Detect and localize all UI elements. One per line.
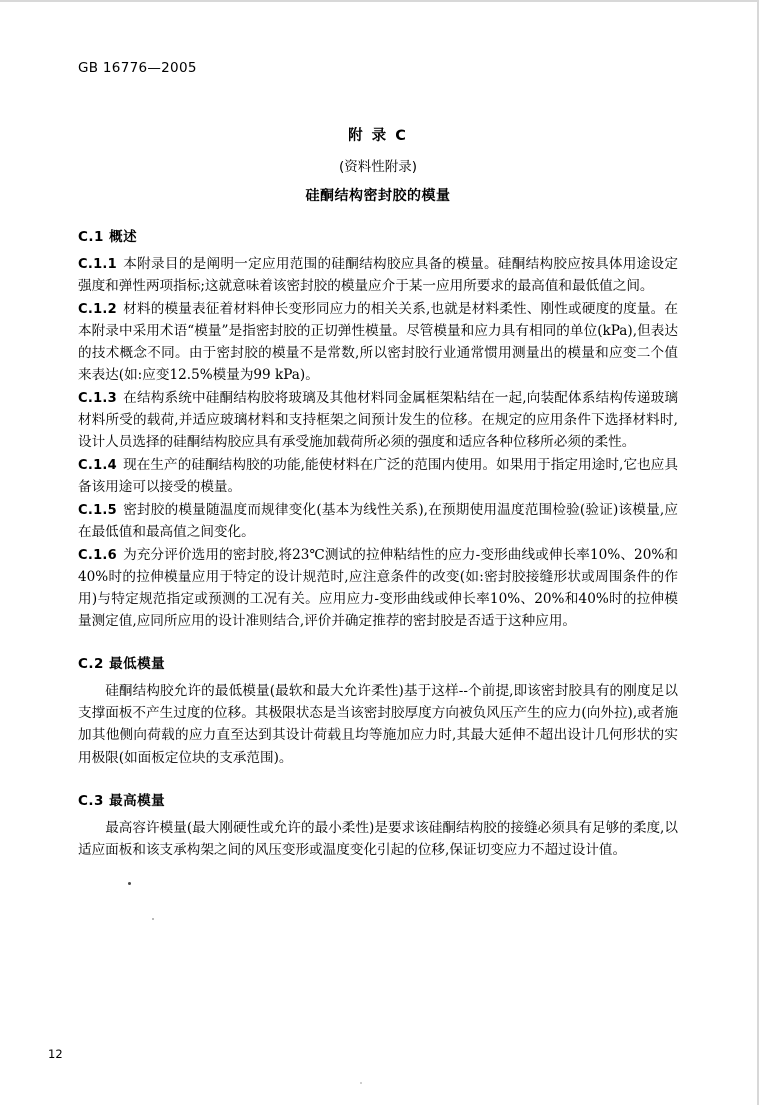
page-content — [78, 60, 678, 862]
page-number: 12 — [48, 1047, 63, 1061]
section-heading-c3: C.3 最高模量 — [78, 792, 166, 809]
paragraph-c1-2 — [78, 298, 678, 386]
paragraph-c2-1: 硅酮结构胶允许的最低模量(最软和最大允许柔性)基于这样--个前提,即该密封胶具有的刚度足以支撑面板不产生过度的位移。其极限状态是当该密封胶厚度方向被负风压产生的应力(向外拉),或者施加其他侧向荷载的应力直至达到其设计荷载且均等施加应力时,其最大延伸不超出设计几何形状的实用极限(如面板定位块的支承范围)。 — [78, 683, 678, 766]
paragraph-text: 密封胶的模量随温度而规律变化(基本为线性关系),在预期使用温度范围检验(验证)该模量,应在最低值和最高值之间变化。 — [78, 502, 678, 541]
paragraph-number: C.1.4 — [78, 458, 118, 474]
page-artifact-speck — [152, 918, 154, 920]
paragraph-number: C.1.3 — [78, 391, 118, 407]
paragraph-c1-1 — [78, 253, 678, 297]
paragraph-text: 本附录目的是阐明一定应用范围的硅酮结构胶应具备的模量。硅酮结构胶应按具体用途设定强度和弹性两项指标;这就意味着该密封胶的模量应介于某一应用所要求的最高值和最低值之间。 — [78, 256, 678, 295]
annex-name: 硅酮结构密封胶的模量 — [305, 188, 451, 204]
paragraph-c1-5 — [78, 499, 678, 543]
paragraph-number: C.1.1 — [78, 257, 118, 272]
page-edge-top — [0, 0, 759, 2]
page-artifact-speck — [360, 1082, 362, 1084]
paragraph-number: C.1.5 — [78, 503, 118, 519]
paragraph-c3-1: 最高容许模量(最大刚硬性或允许的最小柔性)是要求该硅酮结构胶的接缝必须具有足够的柔度,以适应面板和该支承构架之间的风压变形或温度变化引起的位移,保证切变应力不超过设计值。 — [78, 819, 678, 858]
annex-title: 附 录 C — [348, 128, 408, 144]
paragraph-number: C.1.6 — [78, 548, 118, 564]
standard-code: GB 16776—2005 — [78, 60, 197, 76]
section-heading-c2: C.2 最低模量 — [78, 656, 166, 673]
paragraph-text: 为充分评价选用的密封胶,将23℃测试的拉伸粘结性的应力-变形曲线或伸长率10%、20%和40%时的拉伸模量应用于特定的设计规范时,应注意条件的改变(如:密封胶接缝形状或周围条件的作用)与特定规范指定或预测的工况有关。应用应力-变形曲线或伸长率10%、20%和40%时的拉伸模量测定值,应同所应用的设计准则结合,评价并确定推荐的密封胶是否适于这种应用。 — [78, 547, 678, 630]
paragraph-c1-3 — [78, 387, 678, 453]
paragraph-text: 材料的模量表征着材料伸长变形同应力的相关关系,也就是材料柔性、刚性或硬度的度量。在本附录中采用术语“模量”是指密封胶的正切弹性模量。尽管模量和应力具有相同的单位(kPa),但表达的技术概念不同。由于密封胶的模量不是常数,所以密封胶行业通常惯用测量出的模量和应变二个值来表达(如:应变12.5%模量为99 kPa)。 — [78, 301, 678, 384]
section-heading-c1: C.1 概述 — [78, 229, 138, 245]
paragraph-text: 在结构系统中硅酮结构胶将玻璃及其他材料同金属框架粘结在一起,向装配体系结构传递玻璃材料所受的载荷,并适应玻璃材料和支持框架之间预计发生的位移。在规定的应用条件下选择材料时,设计人员选择的硅酮结构胶应具有承受施加载荷所必须的强度和适应各种位移所必须的柔性。 — [78, 390, 678, 451]
annex-subtitle: (资料性附录) — [338, 159, 418, 175]
paragraph-c1-6 — [78, 544, 678, 632]
page-artifact-speck — [128, 882, 131, 885]
paragraph-number: C.1.2 — [78, 302, 118, 318]
paragraph-text: 现在生产的硅酮结构胶的功能,能使材料在广泛的范围内使用。如果用于指定用途时,它也应具备该用途可以接受的模量。 — [78, 457, 678, 496]
paragraph-c1-4 — [78, 454, 678, 498]
